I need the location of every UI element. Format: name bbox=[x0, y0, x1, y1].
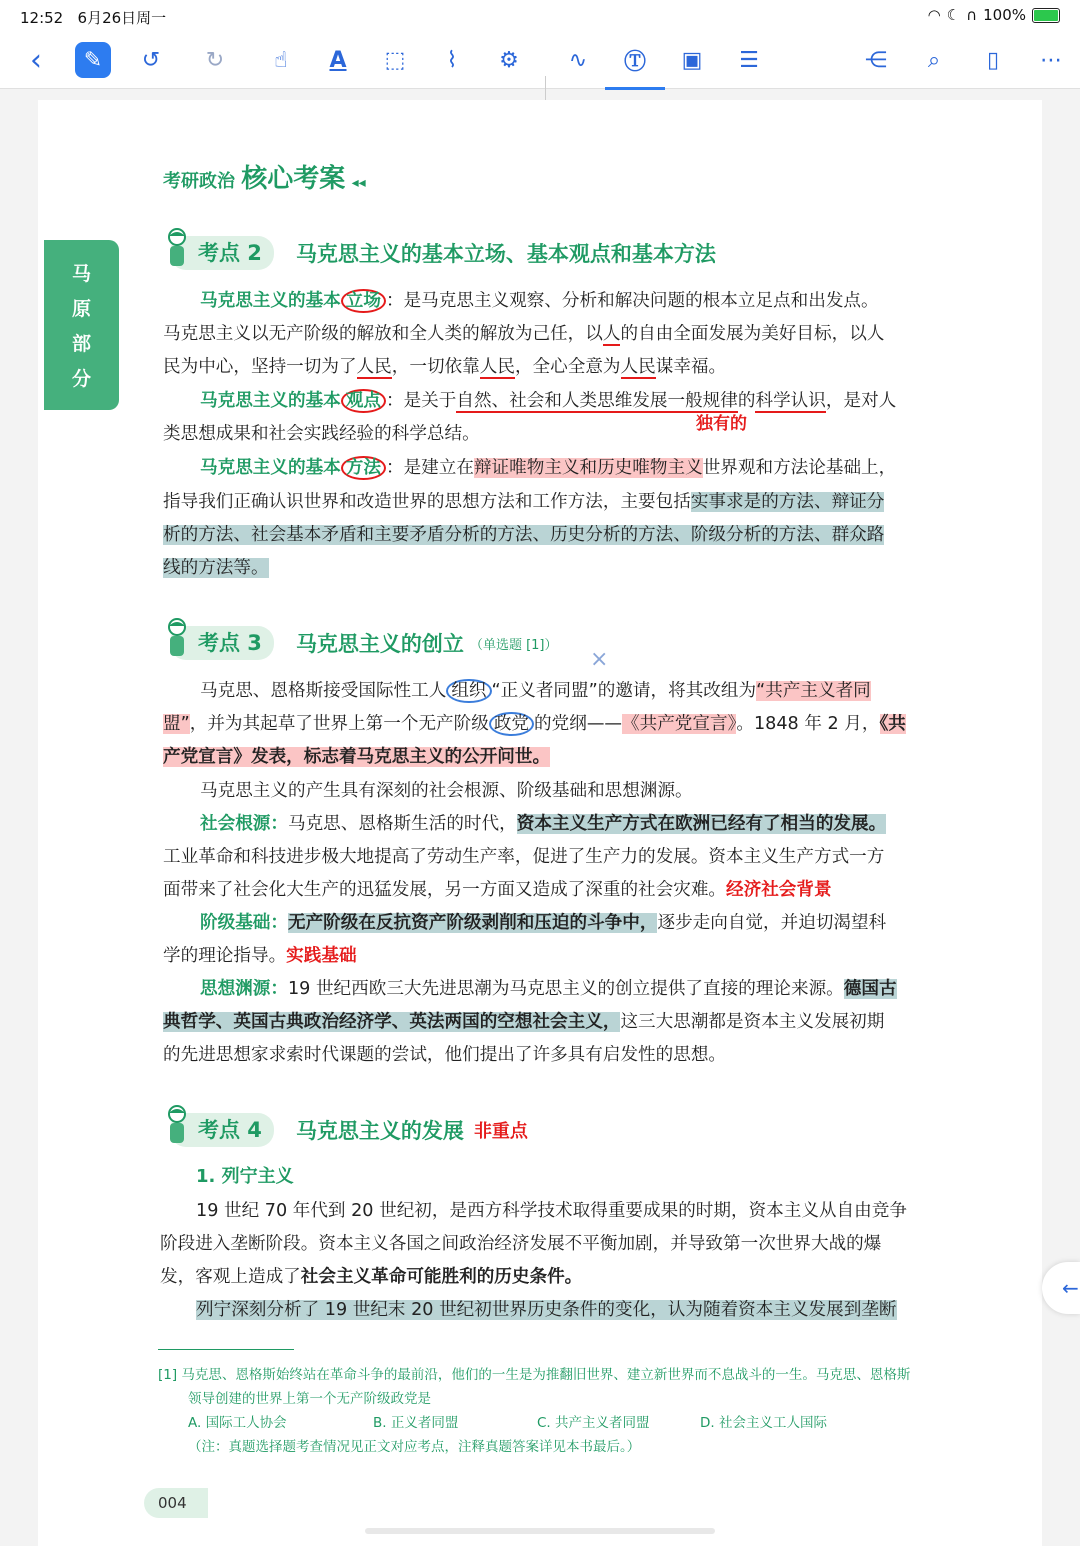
undo-icon[interactable]: ↺ bbox=[141, 47, 161, 73]
footnote-option-b: B. 正义者同盟 bbox=[373, 1415, 459, 1431]
toolbar bbox=[0, 32, 1080, 89]
para-line: 线的方法等。 bbox=[163, 558, 269, 578]
para-line: 类思想成果和社会实践经验的科学总结。 bbox=[163, 424, 480, 444]
para-line: 列宁深刻分析了 19 世纪末 20 世纪初世界历史条件的变化，认为随着资本主义发展到垄断 bbox=[196, 1300, 897, 1320]
scribble-icon[interactable]: ∿ bbox=[568, 47, 588, 73]
para-line: 马克思主义以无产阶级的解放和全人类的解放为己任，以人的自由全面发展为美好目标，以人 bbox=[163, 324, 885, 344]
person-icon bbox=[164, 228, 190, 270]
search-icon[interactable]: ⌕ bbox=[927, 47, 941, 73]
footnote-option-a: A. 国际工人协会 bbox=[188, 1415, 287, 1431]
horizontal-scrollbar[interactable] bbox=[365, 1528, 715, 1534]
side-tab: 马 原 部 分 bbox=[44, 240, 119, 410]
redo-icon[interactable]: ↻ bbox=[205, 47, 225, 73]
share-icon[interactable]: ⋲ bbox=[865, 47, 887, 73]
para-line: 思想渊源：19 世纪西欧三大先进思潮为马克思主义的创立提供了直接的理论来源。德国古 bbox=[200, 979, 897, 999]
footnote-line: 领导创建的世界上第一个无产阶级政党是 bbox=[188, 1391, 431, 1407]
para-line: 19 世纪 70 年代到 20 世纪初，是西方科学技术取得重要成果的时期，资本主义从自由竞争 bbox=[196, 1201, 907, 1221]
status-right bbox=[928, 6, 1060, 24]
para-line: 马克思主义的产生具有深刻的社会根源、阶级基础和思想渊源。 bbox=[200, 781, 693, 801]
pen-icon[interactable]: ✎ bbox=[75, 42, 111, 78]
gear-icon[interactable]: ⚙ bbox=[499, 47, 519, 73]
status-bar bbox=[0, 0, 1080, 32]
section-badge: 考点 4 bbox=[170, 1113, 274, 1147]
section-title: 马克思主义的发展 bbox=[295, 1119, 464, 1143]
image-icon[interactable]: ▣ bbox=[681, 47, 703, 73]
page-number: 004 bbox=[144, 1488, 208, 1518]
handwritten-note: 非重点 bbox=[473, 1121, 528, 1142]
para-line: 面带来了社会化大生产的迅猛发展，另一方面又造成了深重的社会灾难。经济社会背景 bbox=[163, 880, 832, 900]
headphones-icon: ∩ bbox=[966, 6, 978, 24]
para-line: 社会根源：马克思、恩格斯生活的时代，资本主义生产方式在欧洲已经有了相当的发展。 bbox=[200, 814, 887, 834]
cross-mark-icon: × bbox=[590, 647, 609, 672]
para-line: 马克思主义的基本 方法 ：是建立在辩证唯物主义和历史唯物主义世界观和方法论基础上， bbox=[200, 458, 897, 478]
moon-icon: ☾ bbox=[946, 6, 961, 24]
para-line: 产党宣言》发表，标志着马克思主义的公开问世。 bbox=[163, 747, 551, 767]
section-4-heading bbox=[170, 1113, 528, 1147]
section-note: （单选题 [1]） bbox=[469, 637, 558, 653]
section-badge: 考点 2 bbox=[170, 236, 274, 270]
footnote-note: （注：真题选择题考查情况见正文对应考点，注释真题答案详见本书最后。） bbox=[188, 1439, 641, 1455]
para-line: 典哲学、英国古典政治经济学、英法两国的空想社会主义，这三大思潮都是资本主义发展初期 bbox=[163, 1012, 885, 1032]
para-line: 盟”，并为其起草了世界上第一个无产阶级 政党 的党纲——《共产党宣言》。1848 年 2 月，《共 bbox=[163, 714, 906, 734]
section-badge: 考点 3 bbox=[170, 626, 274, 660]
para-line: 工业革命和科技进步极大地提高了劳动生产率，促进了生产力的发展。资本主义生产方式一方 bbox=[163, 847, 885, 867]
hand-icon[interactable]: ☝ bbox=[274, 47, 288, 73]
more-icon[interactable]: ⋯ bbox=[1040, 47, 1062, 73]
text-tool-icon[interactable]: A bbox=[329, 47, 347, 73]
battery-icon bbox=[1032, 8, 1060, 23]
para-line: 指导我们正确认识世界和改造世界的思想方法和工作方法，主要包括实事求是的方法、辩证分 bbox=[163, 492, 885, 512]
para-line: 阶段进入垄断阶段。资本主义各国之间政治经济发展不平衡加剧，并导致第一次世界大战的爆 bbox=[160, 1234, 882, 1254]
para-line: 阶级基础：无产阶级在反抗资产阶级剥削和压迫的斗争中，逐步走向自觉，并迫切渴望科 bbox=[200, 913, 887, 933]
footnote-rule bbox=[158, 1349, 294, 1350]
footnote-line: [1] 马克思、恩格斯始终站在革命斗争的最前沿，他们的一生是为推翻旧世界、建立新世界而不息战斗的一生。马克思、恩格斯 bbox=[158, 1367, 911, 1383]
person-icon bbox=[164, 618, 190, 660]
para-line: 马克思主义的基本 立场 ：是马克思主义观察、分析和解决问题的根本立足点和出发点。 bbox=[200, 291, 879, 311]
subsection-title: 1. 列宁主义 bbox=[196, 1166, 294, 1187]
collapse-arrow-icon[interactable]: ← bbox=[1042, 1262, 1080, 1314]
footnote-option-d: D. 社会主义工人国际 bbox=[700, 1415, 827, 1431]
lasso-icon[interactable]: ⌇ bbox=[446, 47, 458, 73]
para-line: 析的方法、社会基本矛盾和主要矛盾分析的方法、历史分析的方法、阶级分析的方法、群众路 bbox=[163, 525, 885, 545]
select-rect-icon[interactable]: ⬚ bbox=[384, 47, 406, 73]
page-header-brand: 考研政治 核心考案 ◂◂ bbox=[163, 164, 366, 194]
bookmark-icon[interactable]: ▯ bbox=[986, 47, 1000, 73]
para-line: 的先进思想家求索时代课题的尝试，他们提出了许多具有启发性的思想。 bbox=[163, 1045, 727, 1065]
para-line: 发，客观上造成了社会主义革命可能胜利的历史条件。 bbox=[160, 1267, 583, 1287]
para-line: 学的理论指导。实践基础 bbox=[163, 946, 357, 966]
section-title: 马克思主义的基本立场、基本观点和基本方法 bbox=[295, 242, 716, 266]
outline-icon[interactable]: ☰ bbox=[739, 47, 759, 73]
textbox-icon[interactable]: Ⓣ bbox=[617, 42, 653, 78]
handwritten-note: 独有的 bbox=[696, 414, 747, 434]
section-2-heading bbox=[170, 236, 716, 270]
section-title: 马克思主义的创立 bbox=[295, 632, 464, 656]
battery-percent: 100% bbox=[983, 6, 1026, 24]
back-icon[interactable]: ‹ bbox=[30, 42, 42, 78]
para-line: 马克思、恩格斯接受国际性工人 组织 “正义者同盟”的邀请，将其改组为“共产主义者同 bbox=[200, 681, 871, 701]
person-icon bbox=[164, 1105, 190, 1147]
para-line: 民为中心，坚持一切为了人民，一切依靠人民，全心全意为人民谋幸福。 bbox=[163, 357, 727, 377]
section-3-heading bbox=[170, 626, 558, 660]
status-time: 12:52 6月26日周一 bbox=[20, 9, 167, 27]
footnote-option-c: C. 共产主义者同盟 bbox=[537, 1415, 650, 1431]
wifi-icon: ◠ bbox=[927, 6, 941, 24]
para-line: 马克思主义的基本 观点 ：是关于自然、社会和人类思维发展一般规律的科学认识，是对人 bbox=[200, 391, 897, 411]
